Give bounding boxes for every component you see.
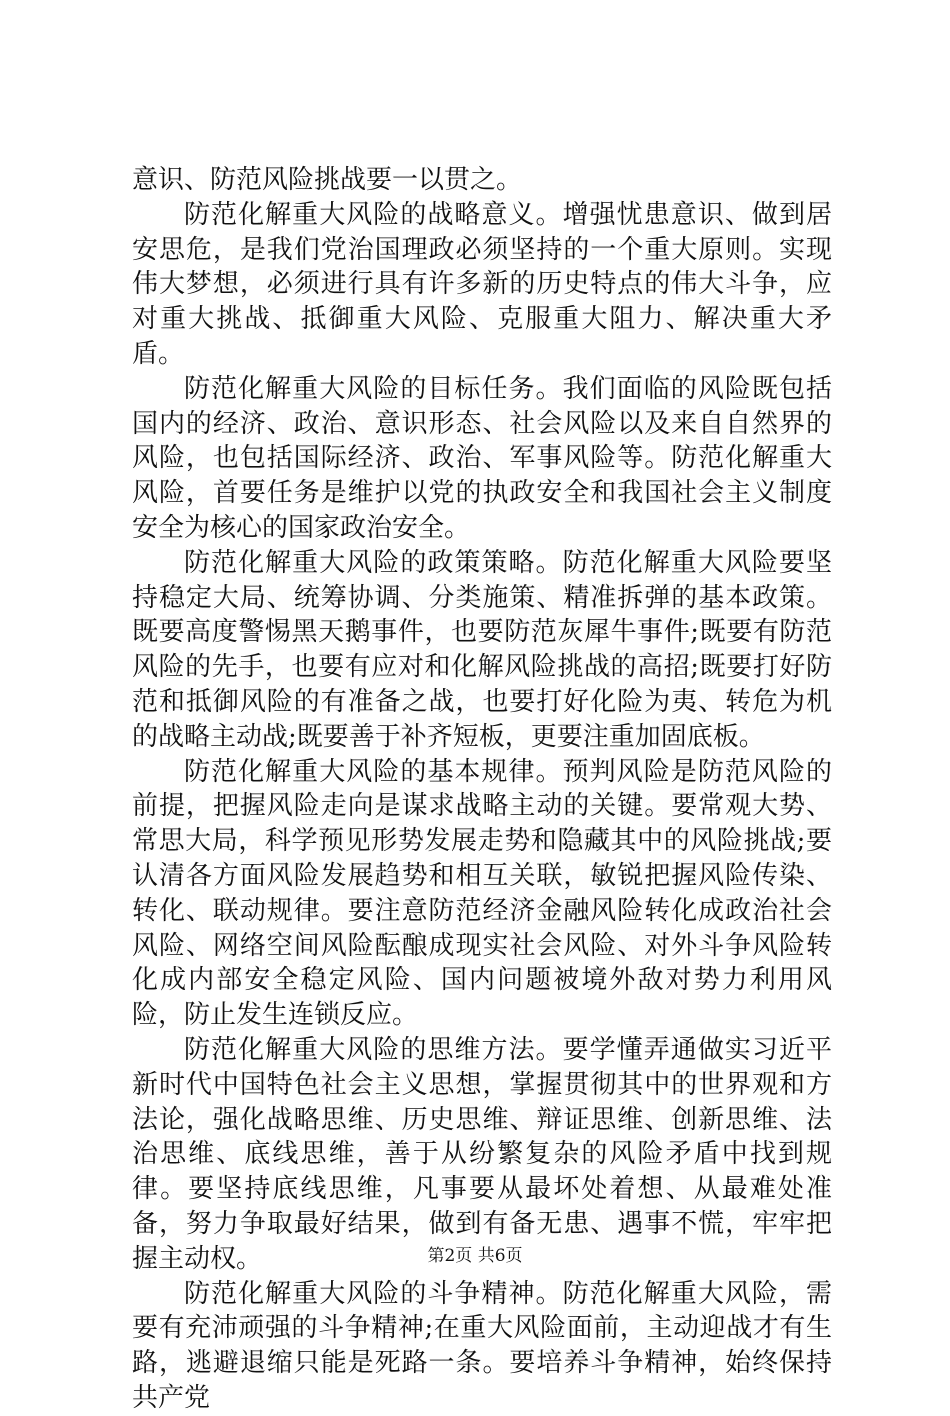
paragraph-fighting-spirit: 防范化解重大风险的斗争精神。防范化解重大风险，需要有充沛顽强的斗争精神;在重大风险面前，主动迎战才有生路，逃避退缩只能是死路一条。要培养斗争精神，始终保持共产党 <box>132 1278 832 1413</box>
paragraph-strategic-significance: 防范化解重大风险的战略意义。增强忧患意识、做到居安思危，是我们党治国理政必须坚持的一个重大原则。实现伟大梦想，必须进行具有许多新的历史特点的伟大斗争，应对重大挑战、抵御重大风险、克服重大阻力、解决重大矛盾。 <box>132 199 832 369</box>
paragraph-continuation: 意识、防范风险挑战要一以贯之。 <box>132 165 523 195</box>
page-number-indicator: 第2页 共6页 <box>427 1246 523 1266</box>
paragraph-goals-tasks: 防范化解重大风险的目标任务。我们面临的风险既包括国内的经济、政治、意识形态、社会风险以及来自自然界的风险，也包括国际经济、政治、军事风险等。防范化解重大风险，首要任务是维护以党的执政安全和我国社会主义制度安全为核心的国家政治安全。 <box>132 373 832 543</box>
paragraph-basic-rules: 防范化解重大风险的基本规律。预判风险是防范风险的前提，把握风险走向是谋求战略主动的关键。要常观大势、常思大局，科学预见形势发展走势和隐藏其中的风险挑战;要认清各方面风险发展趋势和相互关联，敏锐把握风险传染、转化、联动规律。要注意防范经济金融风险转化成政治社会风险、网络空间风险酝酿成现实社会风险、对外斗争风险转化成内部安全稳定风险、国内问题被境外敌对势力利用风险，防止发生连锁反应。 <box>132 756 832 1031</box>
paragraph-thinking-methods: 防范化解重大风险的思维方法。要学懂弄通做实习近平新时代中国特色社会主义思想，掌握贯彻其中的世界观和方法论，强化战略思维、历史思维、辩证思维、创新思维、法治思维、底线思维，善于从纷繁复杂的风险矛盾中找到规律。要坚持底线思维，凡事要从最坏处着想、从最难处准备，努力争取最好结果，做到有备无患、遇事不慌，牢牢把握主动权。 <box>132 1034 832 1274</box>
document-body <box>132 163 832 1416</box>
page-footer <box>0 1241 950 1266</box>
paragraph-policy-strategy: 防范化解重大风险的政策策略。防范化解重大风险要坚持稳定大局、统筹协调、分类施策、精准拆弹的基本政策。既要高度警惕黑天鹅事件，也要防范灰犀牛事件;既要有防范风险的先手，也要有应对和化解风险挑战的高招;既要打好防范和抵御风险的有准备之战，也要打好化险为夷、转危为机的战略主动战;既要善于补齐短板，更要注重加固底板。 <box>132 547 832 752</box>
